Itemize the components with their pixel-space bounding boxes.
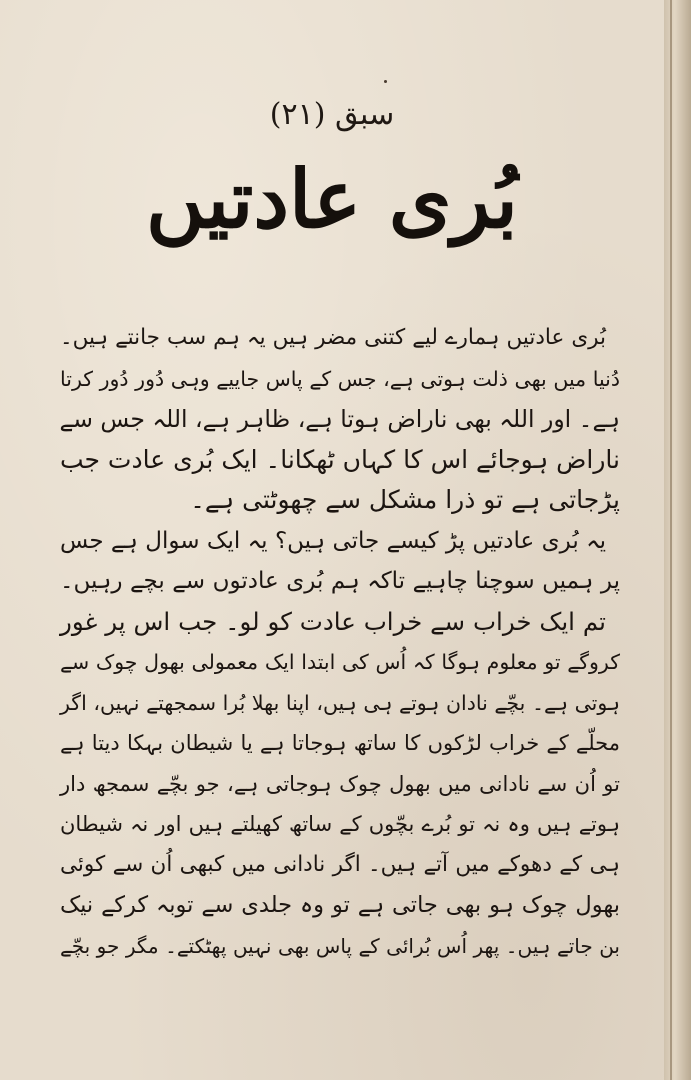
text-line: بن جاتے ہیں۔ پھر اُس بُرائی کے پاس بھی نہیں پھٹکتے۔ مگر جو بچّے: [60, 933, 620, 958]
text-line: ہوتے ہیں وہ نہ تو بُرے بچّوں کے ساتھ کھیلتے ہیں اور نہ شیطان: [60, 812, 620, 836]
page-edge-divider: [670, 0, 672, 1080]
text-line: بھول چوک ہو بھی جاتی ہے تو وہ جلدی سے توبہ کرکے نیک: [60, 892, 620, 918]
lesson-number: سبق (۲۱): [269, 97, 395, 132]
lesson-title: بُری عادتیں: [146, 152, 518, 246]
text-line: تو اُن سے نادانی میں بھول چوک ہوجاتی ہے، جو بچّے سمجھ دار: [60, 771, 620, 796]
text-line: یہ بُری عادتیں پڑ کیسے جاتی ہیں؟ یہ ایک سوال ہے جس: [60, 527, 606, 554]
page-edge: [664, 0, 691, 1080]
text-line: تم ایک خراب سے خراب عادت کو لو۔ جب اس پر غور: [60, 606, 606, 636]
text-line: ہی کے دھوکے میں آتے ہیں۔ اگر نادانی میں کبھی اُن سے کوئی: [60, 851, 620, 877]
text-line: پڑجاتی ہے تو ذرا مشکل سے چھوٹتی ہے۔: [190, 485, 620, 514]
text-line: ہے۔ اور اللہ بھی ناراض ہوتا ہے، ظاہر ہے، اللہ جس سے: [59, 405, 620, 433]
text-line: دُنیا میں بھی ذلت ہوتی ہے، جس کے پاس جاییے وہی دُور دُور کرتا: [60, 366, 620, 391]
text-line: ناراض ہوجائے اس کا کہاں ٹھکانا۔ ایک بُری عادت جب: [59, 444, 620, 474]
text-line: ہوتی ہے۔ بچّے نادان ہوتے ہی ہیں، اپنا بھلا بُرا سمجھتے نہیں، اگر: [60, 690, 620, 715]
text-line: کروگے تو معلوم ہوگا کہ اُس کی ابتدا ایک معمولی بھول چوک سے: [60, 650, 620, 674]
lesson-header: [0, 95, 664, 259]
ink-speck: [384, 80, 387, 83]
text-line: بُری عادتیں ہمارے لیے کتنی مضر ہیں یہ ہم سب جانتے ہیں۔: [60, 325, 606, 350]
text-line: پر ہمیں سوچنا چاہیے تاکہ ہم بُری عادتوں سے بچے رہیں۔: [60, 568, 620, 594]
lesson-body: [60, 318, 620, 966]
text-line: محلّے کے خراب لڑکوں کا ساتھ ہوجاتا ہے یا شیطان بہکا دیتا ہے: [60, 731, 620, 755]
